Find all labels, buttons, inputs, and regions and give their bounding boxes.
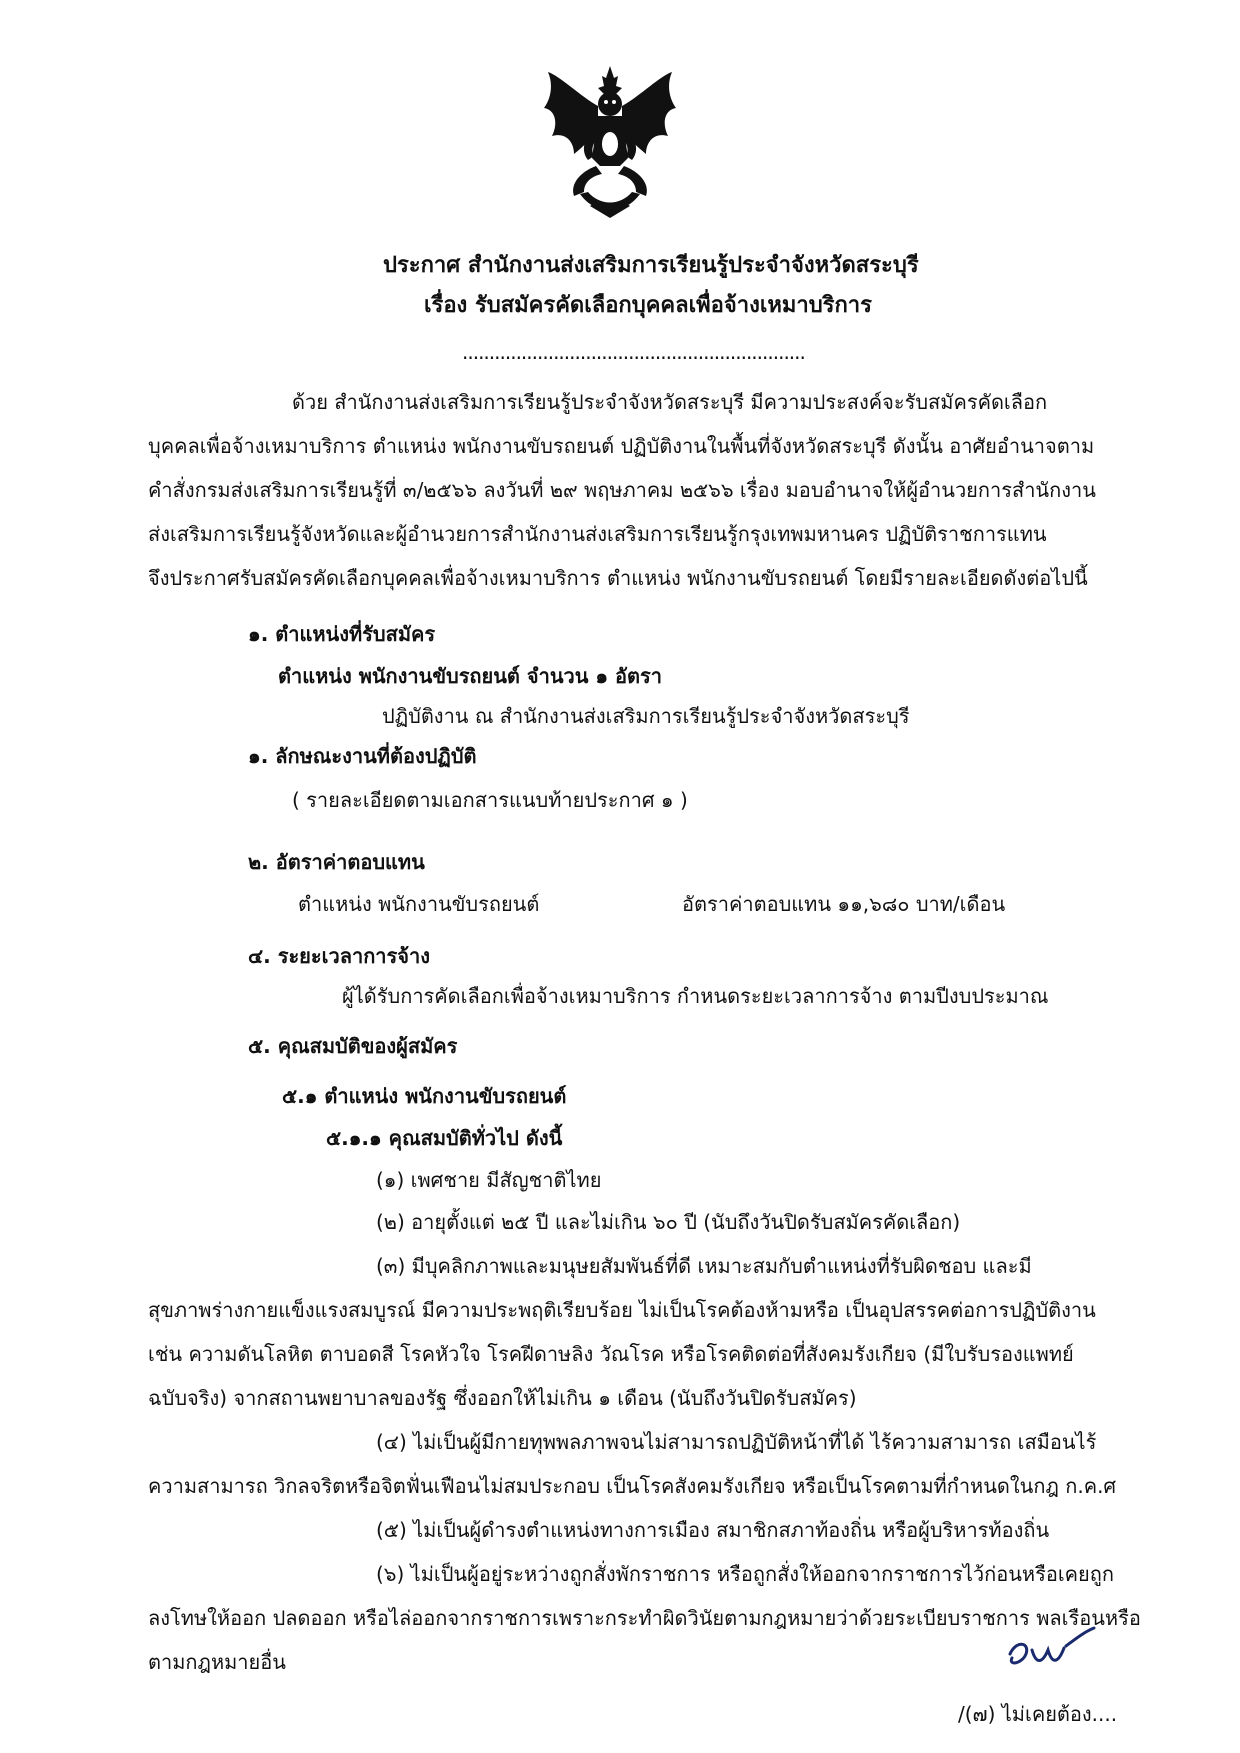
qualification-6-line-1: (๖) ไม่เป็นผู้อยู่ระหว่างถูกสั่งพักราชการ หรือถูกสั่งให้ออกจากราชการไว้ก่อนหรือเคยถูก [376,1562,1114,1586]
intro-line-3: คำสั่งกรมส่งเสริมการเรียนรู้ที่ ๓/๒๕๖๖ ลงวันที่ ๒๙ พฤษภาคม ๒๕๖๖ เรื่อง มอบอำนาจให้ผู้อำนวยการสำนักงาน [148,478,1096,502]
section-5-heading: ๕. คุณสมบัติของผู้สมัคร [248,1034,458,1058]
qualification-6-line-3: ตามกฎหมายอื่น [148,1650,286,1674]
section-4-detail: ผู้ได้รับการคัดเลือกเพื่อจ้างเหมาบริการ กำหนดระยะเวลาการจ้าง ตามปีงบประมาณ [342,984,1049,1008]
section-2-rate: อัตราค่าตอบแทน ๑๑,๖๘๐ บาท/เดือน [682,892,1006,916]
continuation-footer: /(๗) ไม่เคยต้อง.... [958,1702,1118,1726]
section-1b-heading: ๑. ลักษณะงานที่ต้องปฏิบัติ [248,744,477,768]
section-1-workplace: ปฏิบัติงาน ณ สำนักงานส่งเสริมการเรียนรู้ประจำจังหวัดสระบุรี [382,704,910,728]
garuda-emblem-icon [540,66,680,218]
section-2-position: ตำแหน่ง พนักงานขับรถยนต์ [298,892,540,916]
section-5-1-heading: ๕.๑ ตำแหน่ง พนักงานขับรถยนต์ [282,1084,567,1108]
qualification-1: (๑) เพศชาย มีสัญชาติไทย [376,1168,602,1192]
signature-icon [1002,1620,1102,1680]
intro-line-1: ด้วย สำนักงานส่งเสริมการเรียนรู้ประจำจังหวัดสระบุรี มีความประสงค์จะรับสมัครคัดเลือก [292,390,1048,414]
qualification-3-line-2: สุขภาพร่างกายแข็งแรงสมบูรณ์ มีความประพฤติเรียบร้อย ไม่เป็นโรคต้องห้ามหรือ เป็นอุปสรรคต่อการปฏิบัติงาน [148,1298,1096,1322]
qualification-6-line-2: ลงโทษให้ออก ปลดออก หรือไล่ออกจากราชการเพราะกระทำผิดวินัยตามกฎหมายว่าด้วยระเบียบราชการ พลเรือนหรือ [148,1606,1141,1630]
qualification-4-line-2: ความสามารถ วิกลจริตหรือจิตฟั่นเฟือนไม่สมประกอบ เป็นโรคสังคมรังเกียจ หรือเป็นโรคตามที่กำหนดในกฎ ก.ค.ศ [148,1474,1117,1498]
section-1b-detail: ( รายละเอียดตามเอกสารแนบท้ายประกาศ ๑ ) [292,788,688,812]
section-1-position: ตำแหน่ง พนักงานขับรถยนต์ จำนวน ๑ อัตรา [278,664,663,688]
intro-line-4: ส่งเสริมการเรียนรู้จังหวัดและผู้อำนวยการสำนักงานส่งเสริมการเรียนรู้กรุงเทพมหานคร ปฏิบัติราชการแทน [148,522,1047,546]
intro-line-2: บุคคลเพื่อจ้างเหมาบริการ ตำแหน่ง พนักงานขับรถยนต์ ปฏิบัติงานในพื้นที่จังหวัดสระบุรี ดังนั้น อาศัยอำนาจตาม [148,434,1095,458]
section-1-heading: ๑. ตำแหน่งที่รับสมัคร [248,622,436,646]
announcement-subject: เรื่อง รับสมัครคัดเลือกบุคคลเพื่อจ้างเหมาบริการ [424,293,872,318]
announcement-title: ประกาศ สำนักงานส่งเสริมการเรียนรู้ประจำจังหวัดสระบุรี [383,253,919,278]
qualification-5: (๕) ไม่เป็นผู้ดำรงตำแหน่งทางการเมือง สมาชิกสภาท้องถิ่น หรือผู้บริหารท้องถิ่น [376,1518,1050,1542]
section-5-1-1-heading: ๕.๑.๑ คุณสมบัติทั่วไป ดังนี้ [326,1126,563,1150]
intro-line-5: จึงประกาศรับสมัครคัดเลือกบุคคลเพื่อจ้างเหมาบริการ ตำแหน่ง พนักงานขับรถยนต์ โดยมีรายละเอียดดังต่อไปนี้ [148,566,1088,590]
qualification-2: (๒) อายุตั้งแต่ ๒๕ ปี และไม่เกิน ๖๐ ปี (นับถึงวันปิดรับสมัครคัดเลือก) [376,1210,961,1234]
section-4-heading: ๔. ระยะเวลาการจ้าง [248,944,430,968]
title-divider: ................................................................ [462,340,805,364]
qualification-3-line-3: เช่น ความดันโลหิต ตาบอดสี โรคหัวใจ โรคฝีดาษลิง วัณโรค หรือโรคติดต่อที่สังคมรังเกียจ (มีใบรับรองแพทย์ [148,1342,1074,1366]
qualification-4-line-1: (๔) ไม่เป็นผู้มีกายทุพพลภาพจนไม่สามารถปฏิบัติหน้าที่ได้ ไร้ความสามารถ เสมือนไร้ [376,1430,1097,1454]
section-2-heading: ๒. อัตราค่าตอบแทน [248,850,425,874]
qualification-3-line-4: ฉบับจริง) จากสถานพยาบาลของรัฐ ซึ่งออกให้ไม่เกิน ๑ เดือน (นับถึงวันปิดรับสมัคร) [148,1386,857,1410]
qualification-3-line-1: (๓) มีบุคลิกภาพและมนุษยสัมพันธ์ที่ดี เหมาะสมกับตำแหน่งที่รับผิดชอบ และมี [376,1254,1032,1278]
